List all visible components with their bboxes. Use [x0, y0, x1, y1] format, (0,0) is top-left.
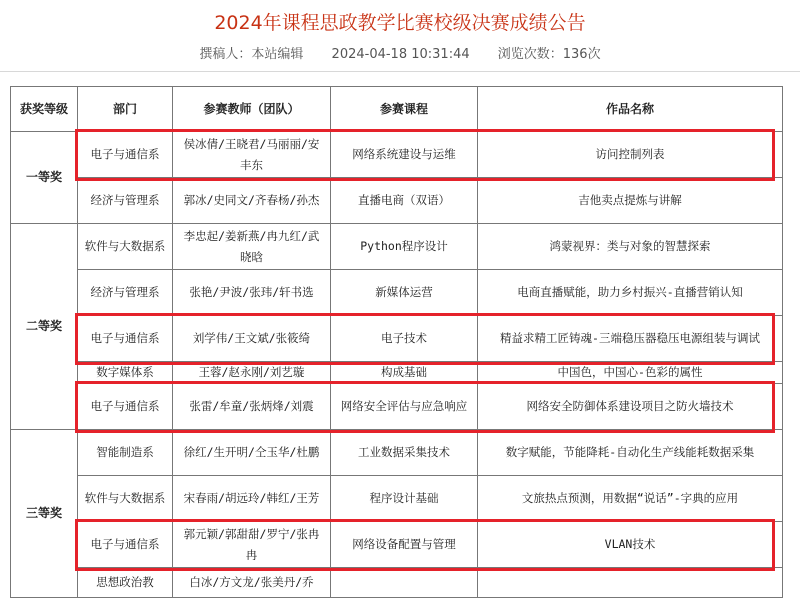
- article-meta: [0, 43, 800, 62]
- teachers-cell: 刘学伟/王文斌/张筱绮: [173, 316, 331, 362]
- work-cell: 访问控制列表: [478, 132, 783, 178]
- teachers-cell: 侯冰倩/王晓君/马丽丽/安丰东: [173, 132, 331, 178]
- table-row: [11, 430, 783, 476]
- course-cell: 网络系统建设与运维: [331, 132, 478, 178]
- work-cell: VLAN技术: [478, 522, 783, 568]
- title-divider: [0, 71, 800, 72]
- teachers-cell: 宋春雨/胡远玲/韩红/王芳: [173, 476, 331, 522]
- work-cell: [478, 568, 783, 598]
- course-cell: 构成基础: [331, 362, 478, 384]
- author-label: 撰稿人：本站编辑: [199, 47, 304, 62]
- table-row: [11, 476, 783, 522]
- dept-cell: 经济与管理系: [78, 270, 173, 316]
- course-cell: 网络安全评估与应急响应: [331, 384, 478, 430]
- dept-cell: 电子与通信系: [78, 384, 173, 430]
- course-cell: 网络设备配置与管理: [331, 522, 478, 568]
- table-row: [11, 270, 783, 316]
- dept-cell: 电子与通信系: [78, 132, 173, 178]
- teachers-cell: 郭冰/史同文/齐春杨/孙杰: [173, 178, 331, 224]
- work-cell: 中国色，中国心-色彩的属性: [478, 362, 783, 384]
- dept-cell: 数字媒体系: [78, 362, 173, 384]
- header-teachers: 参赛教师（团队）: [173, 87, 331, 132]
- table-row: [11, 568, 783, 598]
- table-row: [11, 522, 783, 568]
- table-row: [11, 316, 783, 362]
- teachers-cell: 李忠起/姜新燕/冉九红/武晓晗: [173, 224, 331, 270]
- course-cell: 直播电商（双语）: [331, 178, 478, 224]
- prize-cell: 一等奖: [11, 132, 78, 224]
- teachers-cell: 张雷/牟童/张炳烽/刘震: [173, 384, 331, 430]
- work-cell: 文旅热点预测，用数据“说话”-字典的应用: [478, 476, 783, 522]
- course-cell: 工业数据采集技术: [331, 430, 478, 476]
- header-course: 参赛课程: [331, 87, 478, 132]
- dept-cell: 软件与大数据系: [78, 224, 173, 270]
- work-cell: 吉他卖点提炼与讲解: [478, 178, 783, 224]
- course-cell: [331, 568, 478, 598]
- teachers-cell: 徐红/生开明/仝玉华/杜鹏: [173, 430, 331, 476]
- dept-cell: 软件与大数据系: [78, 476, 173, 522]
- dept-cell: 经济与管理系: [78, 178, 173, 224]
- table-row: [11, 178, 783, 224]
- dept-cell: 电子与通信系: [78, 316, 173, 362]
- course-cell: 电子技术: [331, 316, 478, 362]
- work-cell: 鸿蒙视界：类与对象的智慧探索: [478, 224, 783, 270]
- teachers-cell: 张艳/尹波/张玮/轩书选: [173, 270, 331, 316]
- dept-cell: 电子与通信系: [78, 522, 173, 568]
- prize-cell: 三等奖: [11, 430, 78, 598]
- course-cell: Python程序设计: [331, 224, 478, 270]
- header-work: 作品名称: [478, 87, 783, 132]
- article-title: 2024年课程思政教学比赛校级决赛成绩公告: [214, 12, 586, 34]
- results-table: [10, 86, 783, 598]
- header-dept: 部门: [78, 87, 173, 132]
- table-row: [11, 362, 783, 384]
- work-cell: 电商直播赋能，助力乡村振兴-直播营销认知: [478, 270, 783, 316]
- table-row: [11, 132, 783, 178]
- table-row: [11, 384, 783, 430]
- dept-cell: 思想政治教: [78, 568, 173, 598]
- header-prize: 获奖等级: [11, 87, 78, 132]
- table-row: [11, 224, 783, 270]
- dept-cell: 智能制造系: [78, 430, 173, 476]
- view-count: 浏览次数：136次: [497, 47, 601, 62]
- teachers-cell: 白冰/方文龙/张美丹/乔: [173, 568, 331, 598]
- teachers-cell: 王蓉/赵永刚/刘艺璇: [173, 362, 331, 384]
- work-cell: 精益求精工匠铸魂-三端稳压器稳压电源组装与调试: [478, 316, 783, 362]
- prize-cell: 二等奖: [11, 224, 78, 430]
- work-cell: 网络安全防御体系建设项目之防火墙技术: [478, 384, 783, 430]
- course-cell: 程序设计基础: [331, 476, 478, 522]
- publish-datetime: 2024-04-18 10:31:44: [331, 47, 470, 62]
- teachers-cell: 郭元颖/郭甜甜/罗宁/张冉冉: [173, 522, 331, 568]
- table-header-row: [11, 87, 783, 132]
- course-cell: 新媒体运营: [331, 270, 478, 316]
- work-cell: 数字赋能，节能降耗-自动化生产线能耗数据采集: [478, 430, 783, 476]
